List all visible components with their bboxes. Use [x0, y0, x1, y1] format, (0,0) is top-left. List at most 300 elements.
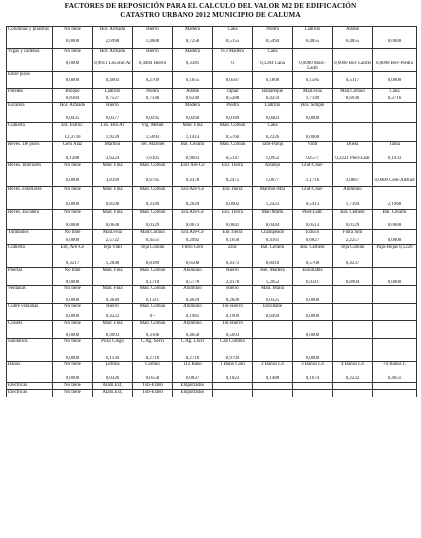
factor-value-cell: 0,4222: [93, 314, 133, 321]
material-label-cell: [373, 27, 417, 39]
material-label-cell: Tabla: [373, 142, 417, 156]
factor-value-cell: 2,6998: [93, 39, 133, 49]
row-category-label: Baños: [7, 362, 53, 383]
material-label-cell: Hierro: [133, 49, 173, 61]
material-label-cell: No tiene: [53, 304, 93, 314]
factor-value-cell: 0,0000: [293, 314, 333, 321]
factor-value-cell: 0,4259: [253, 96, 293, 103]
factor-value-cell: 0,4603: [93, 78, 133, 89]
factor-value-cell: 0,4651: [373, 376, 417, 383]
material-label-cell: [213, 383, 253, 390]
factor-value-cell: 0,0638: [93, 223, 133, 230]
factor-value-cell: 0,0000 Bov LadrH: [333, 61, 373, 72]
row-category-label: Revés. exteriores: [7, 187, 53, 210]
material-label-cell: No tiene: [53, 187, 93, 202]
factor-value-cell: [373, 116, 417, 123]
factor-value-cell: 0,3149: [133, 202, 173, 210]
factor-value-cell: 0,8410: [253, 261, 293, 268]
factor-value-cell: 0,1933: [373, 156, 417, 163]
factor-value-cell: 0,4484 Hierro: [133, 61, 173, 72]
row-category-label: Vigas y cadenas: [7, 49, 53, 72]
material-label-cell: Mad.Fina: [293, 89, 333, 96]
material-label-cell: Adobe: [173, 89, 213, 96]
factor-value-cell: 0,1909: [213, 314, 253, 321]
factor-value-cell: 0,0000: [53, 298, 93, 304]
table-row-values: [7, 78, 417, 89]
factor-value-cell: 0,0902: [213, 202, 253, 210]
factor-value-cell: 0,0000: [53, 238, 93, 245]
material-label-cell: Hierro: [93, 304, 133, 314]
table-row-labels: [7, 245, 417, 261]
factor-value-cell: 0,1023: [213, 376, 253, 383]
factor-value-cell: 0,0000: [53, 178, 93, 187]
material-label-cell: [333, 286, 373, 298]
row-category-label: Ventanas: [7, 286, 53, 304]
material-label-cell: Aluminio: [173, 268, 213, 280]
factor-value-cell: 0,0435: [53, 116, 93, 123]
factor-value-cell: 0,3106: [133, 333, 173, 339]
material-label-cell: Mad. Fina: [93, 210, 133, 223]
material-label-cell: Ladrillo: [253, 103, 293, 116]
material-label-cell: Mad. Fina: [93, 286, 133, 298]
material-label-cell: No tiene: [53, 339, 93, 356]
table-row-labels: [7, 286, 417, 298]
material-label-cell: Empotrados: [173, 390, 213, 397]
row-category-label: Puertas: [7, 268, 53, 286]
factor-value-cell: 0: [213, 61, 253, 72]
factor-value-cell: 0,8598: [93, 202, 133, 210]
factor-value-cell: 0,8384: [53, 96, 93, 103]
factor-value-cell: 0,5413: [293, 202, 333, 210]
material-label-cell: No tiene: [53, 210, 93, 223]
factor-value-cell: 0,0129: [333, 223, 373, 230]
material-label-cell: Tub-Exten: [133, 383, 173, 390]
table-row-labels: [7, 89, 417, 96]
factor-value-cell: [373, 135, 417, 142]
table-row-labels: [7, 362, 417, 376]
material-label-cell: [333, 390, 373, 397]
factor-value-cell: 0,3221 Pied-Ladr: [333, 156, 373, 163]
factor-value-cell: 0,0837: [173, 376, 213, 383]
factor-value-cell: 0,0558: [133, 376, 173, 383]
factor-value-cell: 0,0000: [53, 333, 93, 339]
factor-value-cell: 0,9663: [173, 156, 213, 163]
factor-value-cell: 1,2840: [93, 261, 133, 268]
material-label-cell: [333, 123, 373, 135]
table-row-values: [7, 202, 417, 210]
material-label-cell: [293, 383, 333, 390]
material-label-cell: [333, 163, 373, 178]
material-label-cell: No tiene: [53, 362, 93, 376]
factor-value-cell: 0,0000: [293, 298, 333, 304]
material-label-cell: Enrollable: [293, 268, 333, 280]
material-label-cell: Letrina: [93, 362, 133, 376]
material-label-cell: [293, 123, 333, 135]
factor-value-cell: 0,8904: [333, 280, 373, 286]
table-row-values: [7, 178, 417, 187]
factor-value-cell: 0,7258: [173, 39, 213, 49]
material-label-cell: C.Ag. Servi: [133, 339, 173, 356]
material-label-cell: Aluminio: [173, 321, 213, 333]
factor-value-cell: 0,0000: [53, 356, 93, 362]
factor-value-cell: 0,5778: [173, 280, 213, 286]
material-label-cell: Aluminio: [333, 187, 373, 202]
material-label-cell: 1 Baño Com: [213, 362, 253, 376]
material-label-cell: Caña: [253, 49, 293, 61]
factor-value-cell: 0,8189: [133, 261, 173, 268]
material-label-cell: [373, 187, 417, 202]
factor-value-cell: 1,9239: [93, 135, 133, 142]
factor-value-cell: 0,4378: [173, 178, 213, 187]
factor-value-cell: 0,5760: [213, 135, 253, 142]
material-label-cell: Hierro: [213, 286, 253, 298]
material-label-cell: Ladrillo: [293, 27, 333, 39]
material-label-cell: Mad. Común: [213, 123, 253, 135]
factor-value-cell: 0,0041: [213, 223, 253, 230]
factor-value-cell: 0,1311: [133, 298, 173, 304]
material-label-cell: [253, 383, 293, 390]
factor-value-cell: 0,0311: [293, 280, 333, 286]
table-row-labels: [7, 187, 417, 202]
material-label-cell: [373, 103, 417, 116]
material-label-cell: Piedra: [213, 103, 253, 116]
material-label-cell: [373, 268, 417, 280]
material-label-cell: [373, 321, 417, 333]
material-label-cell: [293, 339, 333, 356]
material-label-cell: Madera: [173, 49, 213, 61]
material-label-cell: Teja Común: [133, 245, 173, 261]
factor-value-cell: 2,1968: [373, 202, 417, 210]
factor-value-cell: 0,0000: [293, 333, 333, 339]
factor-value-cell: 1,7149: [293, 96, 333, 103]
material-label-cell: No tiene: [53, 383, 93, 390]
material-label-cell: [373, 390, 417, 397]
table-row-labels: [7, 142, 417, 156]
material-label-cell: Bal. Cerámi: [373, 210, 417, 223]
material-label-cell: Enrollabe: [253, 304, 293, 314]
factor-value-cell: 1,6105: [133, 156, 173, 163]
factor-value-cell: 0,0260: [173, 116, 213, 123]
material-label-cell: Hierro: [133, 27, 173, 39]
row-category-label: Columnas y pilastras: [7, 27, 53, 49]
material-label-cell: Can Combin: [213, 339, 253, 356]
material-label-cell: Teja Común: [333, 245, 373, 261]
table-row-labels: [7, 339, 417, 356]
material-label-cell: Tol-Hierro: [213, 304, 253, 314]
table-row-labels: [7, 49, 417, 61]
material-label-cell: [333, 268, 373, 280]
factor-value-cell: [333, 314, 373, 321]
factor-value-cell: 0,0000: [53, 39, 93, 49]
table-row-labels: [7, 390, 417, 397]
material-label-cell: Teja Vidri: [93, 245, 133, 261]
material-label-cell: Mad. Fina: [93, 268, 133, 280]
material-label-cell: [373, 230, 417, 238]
table-row-labels: [7, 304, 417, 314]
material-label-cell: [293, 49, 333, 61]
factor-value-cell: 0,4161: [253, 238, 293, 245]
material-label-cell: [373, 163, 417, 178]
material-label-cell: No time: [53, 230, 93, 238]
material-label-cell: Fibro Cem: [173, 245, 213, 261]
material-label-cell: No tiene: [53, 163, 93, 178]
material-label-cell: Mad. Común: [133, 163, 173, 178]
material-label-cell: Mad. Común: [133, 268, 173, 280]
factor-value-cell: 0,5147: [213, 156, 253, 163]
material-label-cell: Enl. Tierra: [213, 163, 253, 178]
factor-value-cell: 1,0677: [253, 178, 293, 187]
material-label-cell: Mad. Común: [133, 321, 173, 333]
factor-value-cell: 0,2992: [173, 238, 213, 245]
row-category-label: Paredes: [7, 89, 53, 103]
factor-value-cell: 0,0000: [53, 280, 93, 286]
factor-value-cell: 02577: [293, 156, 333, 163]
factor-value-cell: 0,0000: [373, 238, 417, 245]
factor-value-cell: 0,0587: [213, 78, 253, 89]
factor-value-cell: 0,0513: [293, 223, 333, 230]
factor-value-cell: 0,4855: [293, 39, 333, 49]
factor-value-cell: 0,0000: [53, 202, 93, 210]
material-label-cell: Mad. Común: [133, 210, 173, 223]
table-row-values: [7, 223, 417, 230]
material-label-cell: [133, 103, 173, 116]
material-label-cell: Mad. Común: [133, 187, 173, 202]
row-category-label: Tumbados: [7, 230, 53, 245]
table-row-labels: [7, 103, 417, 116]
factor-value-cell: 1,4608: [133, 39, 173, 49]
material-label-cell: Bahareque: [253, 89, 293, 96]
material-label-cell: EnlJ Are-Ce: [173, 163, 213, 178]
material-label-cell: [333, 49, 373, 61]
factor-value-cell: 0,0000: [293, 356, 333, 362]
table-row-values: [7, 116, 417, 123]
factor-value-cell: 0,3381: [173, 61, 213, 72]
material-label-cell: Hor. Armado: [93, 49, 133, 61]
material-label-cell: Hor. Armado: [53, 103, 93, 116]
factor-value-cell: [333, 116, 373, 123]
material-label-cell: Bal. Cement: [333, 210, 373, 223]
material-label-cell: Enl.Tierra: [213, 230, 253, 238]
table-row-labels: [7, 163, 417, 178]
material-label-cell: Bloque: [53, 89, 93, 96]
row-category-label: Electricas: [7, 383, 53, 390]
factor-value-cell: 0,7146: [133, 96, 173, 103]
material-label-cell: +4 Baños C: [373, 362, 417, 376]
factor-value-cell: 0,0444: [253, 223, 293, 230]
factor-value-cell: 0,0000: [373, 280, 417, 286]
table-row-values: [7, 156, 417, 163]
material-label-cell: C.Ag. Lluvi: [173, 339, 213, 356]
factor-value-cell: 0,9093: [93, 333, 133, 339]
table-row-labels: [7, 27, 417, 39]
material-label-cell: Hie. Madera: [253, 268, 293, 280]
material-label-cell: [373, 304, 417, 314]
factor-value-cell: 0,4029: [173, 298, 213, 304]
material-label-cell: Enl.Are-Ce: [173, 230, 213, 238]
material-label-cell: 112 Baño: [173, 362, 213, 376]
factor-value-cell: 0,0000 Cem-AlBrad: [373, 178, 417, 187]
row-category-label: Cubierta: [7, 123, 53, 142]
factor-value-cell: 12,3730: [53, 135, 93, 142]
factor-value-cell: 0,0000 Mad.-Ladri: [293, 61, 333, 72]
table-row-labels: [7, 230, 417, 238]
material-label-cell: Graf-Chaf-: [293, 187, 333, 202]
factor-value-cell: 0,0000: [293, 135, 333, 142]
table-row-labels: [7, 383, 417, 390]
factor-value-cell: 0,2826: [213, 298, 253, 304]
material-label-cell: [213, 390, 253, 397]
material-label-cell: [293, 390, 333, 397]
material-label-cell: Enl. Tierra: [213, 210, 253, 223]
factor-value-cell: 2,5722: [93, 238, 133, 245]
material-label-cell: [373, 286, 417, 298]
factor-value-cell: 3,6224: [93, 156, 133, 163]
row-category-label: Escalera: [7, 103, 53, 123]
material-label-cell: Mármol: [93, 142, 133, 156]
factor-value-cell: 0,5117: [333, 78, 373, 89]
material-label-cell: Tabl-Parqu: [253, 142, 293, 156]
factor-value-cell: 0,1981: [173, 314, 213, 321]
material-label-cell: No tiene: [53, 286, 93, 298]
factor-value-cell: 0 -: [133, 314, 173, 321]
table-row-labels: [7, 210, 417, 223]
factor-value-cell: 0,0073: [173, 223, 213, 230]
factor-value-cell: 0,1674: [293, 376, 333, 383]
factor-value-cell: 0,1130: [93, 356, 133, 362]
table-row-values: [7, 39, 417, 49]
material-label-cell: [293, 321, 333, 333]
row-category-label: Cubre ventanas: [7, 304, 53, 321]
material-label-cell: Caña: [373, 89, 417, 96]
material-label-cell: Piedra: [253, 27, 293, 39]
material-label-cell: [373, 383, 417, 390]
row-category-label: Electricas: [7, 390, 53, 397]
factor-value-cell: 0,2475: [213, 178, 253, 187]
factor-value-cell: 0,7527: [93, 96, 133, 103]
material-label-cell: Empotrados: [173, 383, 213, 390]
material-label-cell: Alam.Ext,: [93, 390, 133, 397]
material-label-cell: Mad. Fina: [93, 163, 133, 178]
factor-value-cell: 1,0952: [253, 156, 293, 163]
factor-value-cell: 0,1655: [173, 78, 213, 89]
material-label-cell: Vinfl: [293, 142, 333, 156]
material-label-cell: Caña: [253, 123, 293, 135]
factor-value-cell: 0,0129: [133, 223, 173, 230]
material-label-cell: [253, 339, 293, 356]
material-label-cell: Azulejo: [253, 163, 293, 178]
factor-value-cell: 0,2718: [173, 356, 213, 362]
material-label-cell: Mad.Fina: [93, 230, 133, 238]
material-label-cell: Hor. Simple: [293, 103, 333, 116]
material-label-cell: Bal. Cerámi: [173, 142, 213, 156]
material-label-cell: [253, 321, 293, 333]
material-label-cell: Enl-Are-Ce: [173, 187, 213, 202]
material-label-cell: Mad.Común: [133, 230, 173, 238]
factor-value-cell: 0,2029: [173, 202, 213, 210]
table-row-labels: [7, 321, 417, 333]
material-label-cell: Zinc: [213, 245, 253, 261]
material-label-cell: Enl, Are-Ce: [53, 245, 93, 261]
factor-value-cell: 0,0000: [53, 78, 93, 89]
material-label-cell: Pozo Ciego: [93, 339, 133, 356]
material-label-cell: Aluminio: [173, 304, 213, 314]
factor-value-cell: 0,1710: [133, 280, 173, 286]
material-label-cell: Cem Alaz: [53, 142, 93, 156]
factor-value-cell: 0,1488: [253, 376, 293, 383]
material-label-cell: [333, 339, 373, 356]
factor-value-cell: 0,5693: [213, 333, 253, 339]
material-label-cell: No time: [53, 268, 93, 280]
material-label-cell: Vig. Metáli: [133, 123, 173, 135]
table-row-values: [7, 261, 417, 268]
material-label-cell: Tol-Hierro: [213, 321, 253, 333]
factor-value-cell: 0,0000: [293, 116, 333, 123]
factor-value-cell: 0,6795: [133, 178, 173, 187]
factor-value-cell: 0,1658: [213, 238, 253, 245]
material-label-cell: Hor. Armado: [93, 27, 133, 39]
factor-value-cell: 0,0000: [53, 223, 93, 230]
material-label-cell: [373, 123, 417, 135]
row-category-label: Revés. De pisos: [7, 142, 53, 163]
factor-value-cell: 0,0000: [373, 223, 417, 230]
material-label-cell: Ter. Marmet: [133, 142, 173, 156]
factor-value-cell: 0,0000: [373, 78, 417, 89]
material-label-cell: Hierro: [213, 268, 253, 280]
material-label-cell: Estuco: [293, 230, 333, 238]
factor-value-cell: 0,0403: [253, 116, 293, 123]
material-label-cell: Hierro: [93, 103, 133, 116]
factor-value-cell: 0,6240: [173, 96, 213, 103]
row-category-label: Revés. Interiores: [7, 163, 53, 187]
material-label-cell: Tub-Exten: [133, 390, 173, 397]
material-label-cell: 0-3 Madera: [213, 49, 253, 61]
table-row-values: [7, 135, 417, 142]
material-label-cell: No tiene: [53, 49, 93, 61]
row-category-label: Closets: [7, 321, 53, 339]
material-label-cell: Caña: [213, 27, 253, 39]
factor-value-cell: 0,6508: [173, 261, 213, 268]
factor-value-cell: 3,0867: [333, 178, 373, 187]
factor-value-cell: 0,6936: [333, 96, 373, 103]
material-label-cell: No tiene: [53, 390, 93, 397]
factor-value-cell: 0,1288: [53, 156, 93, 163]
factor-value-cell: 0,9611 Los.Hor.Ar: [93, 61, 133, 72]
factor-value-cell: 0,5155: [213, 39, 253, 49]
table-row-values: [7, 238, 417, 245]
material-label-cell: Mar-Marm: [253, 210, 293, 223]
material-label-cell: No tiene: [53, 321, 93, 333]
material-label-cell: Tapial: [213, 89, 253, 96]
factor-value-cell: 1,5693: [133, 135, 173, 142]
material-label-cell: [333, 103, 373, 116]
table-row-labels: [7, 268, 417, 280]
document-title: FACTORES DE REPOSICIÓN PARA EL CALCULO DEL VALOR M2 DE EDIFICACIÓN: [64, 2, 357, 10]
factor-value-cell: 1,7394: [333, 202, 373, 210]
material-label-cell: Mad. Común: [213, 142, 253, 156]
material-label-cell: Ladrillo: [93, 89, 133, 96]
factor-value-cell: [373, 314, 417, 321]
material-label-cell: Paja-Hojas 0,1220: [373, 245, 417, 261]
factor-value-cell: 0,4658: [173, 333, 213, 339]
factor-value-cell: 0,3716: [373, 96, 417, 103]
table-row-values: [7, 96, 417, 103]
material-label-cell: No tiene: [53, 27, 93, 39]
factor-value-cell: 0,2232: [333, 376, 373, 383]
factor-value-cell: 0,0000: [53, 376, 93, 383]
factor-value-cell: 0,1585: [293, 78, 333, 89]
material-label-cell: Mad.Común: [333, 89, 373, 96]
material-label-cell: [373, 49, 417, 61]
